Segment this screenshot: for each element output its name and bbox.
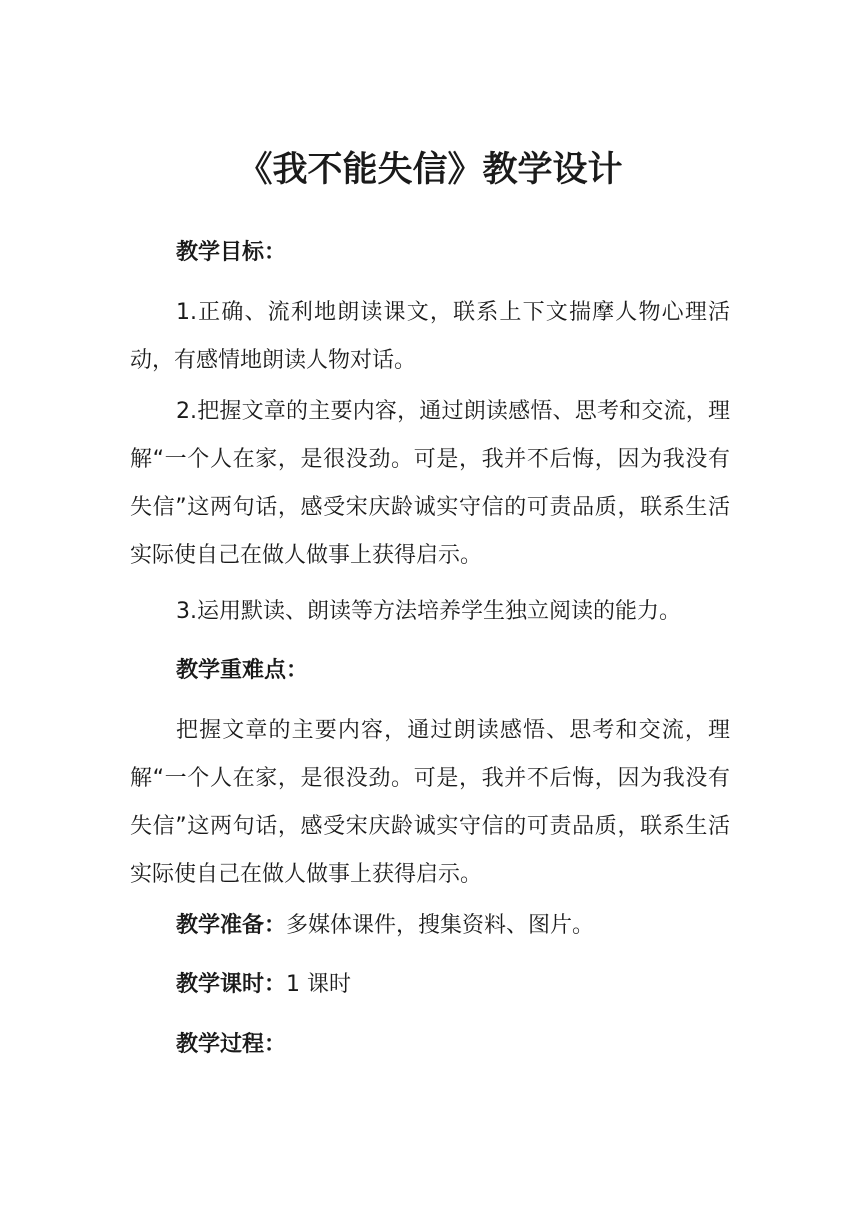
objective-item-2: 2.把握文章的主要内容，通过朗读感悟、思考和交流，理解“一个人在家，是很没劲。可是，我并不后悔，因为我没有失信”这两句话，感受宋庆龄诚实守信的可责品质，联系生活实际使自己在做人做事上获得启示。 xyxy=(130,399,730,568)
document-title: 《我不能失信》教学设计 xyxy=(237,150,623,190)
class-hours-label: 教学课时： xyxy=(176,972,287,997)
process-heading: 教学过程： xyxy=(176,1032,287,1057)
objectives-heading: 教学目标： xyxy=(176,240,287,265)
objective-item-3: 3.运用默读、朗读等方法培养学生独立阅读的能力。 xyxy=(176,599,681,624)
class-hours-line xyxy=(130,961,730,1009)
preparation-label: 教学准备： xyxy=(176,913,287,938)
key-points-text: 把握文章的主要内容，通过朗读感悟、思考和交流，理解“一个人在家，是很没劲。可是，我并不后悔，因为我没有失信”这两句话，感受宋庆龄诚实守信的可责品质，联系生活实际使自己在做人做事上获得启示。 xyxy=(130,718,730,887)
preparation-line xyxy=(130,902,730,950)
objective-item-1: 1.正确、流利地朗读课文，联系上下文揣摩人物心理活动，有感情地朗读人物对话。 xyxy=(130,300,730,373)
key-points-heading: 教学重难点： xyxy=(176,658,309,683)
preparation-value: 多媒体课件，搜集资料、图片。 xyxy=(286,913,595,938)
class-hours-value: 1 课时 xyxy=(286,972,352,997)
